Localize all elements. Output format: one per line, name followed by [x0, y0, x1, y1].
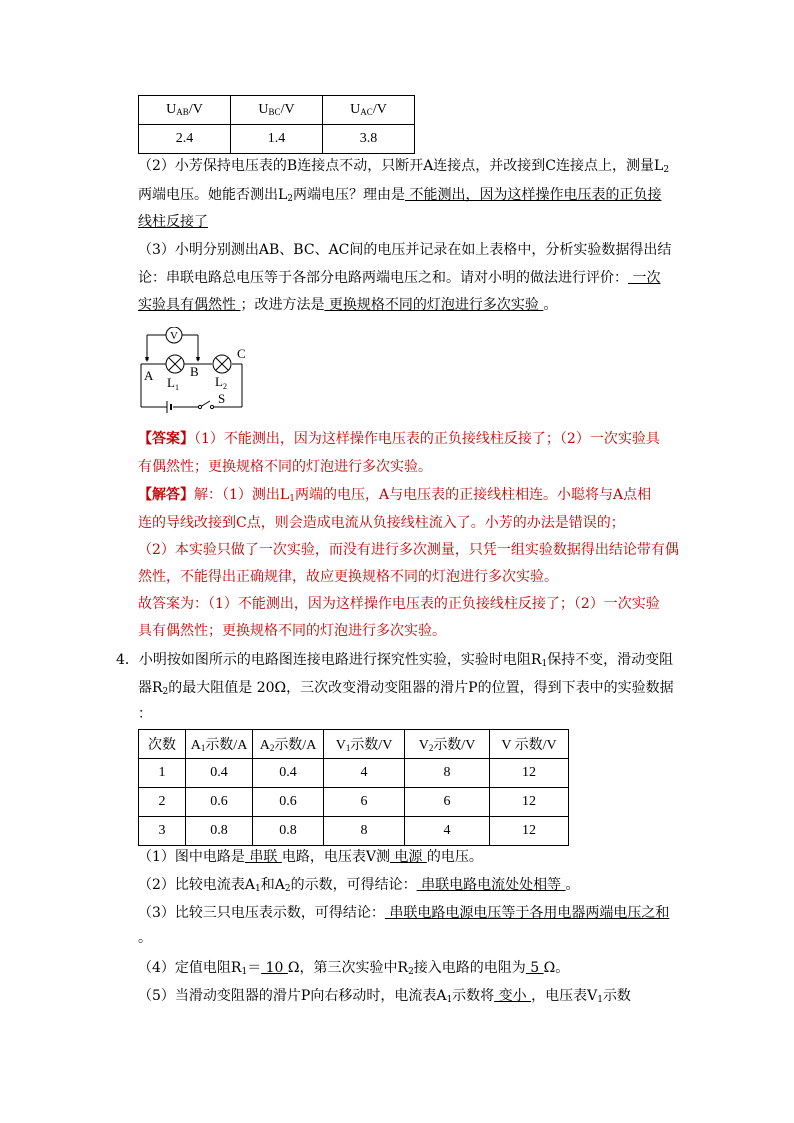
table-cell: 2 — [139, 788, 186, 817]
analysis-line5: 故答案为：（1）不能测出，因为这样操作电压表的正负接线柱反接了；（2）一次实验 — [138, 596, 660, 612]
answer-blank: 5 — [525, 960, 544, 976]
table-cell: 0.4 — [253, 759, 324, 788]
label-a: A — [144, 368, 154, 383]
table-cell: 0.8 — [186, 817, 253, 846]
table-header-row — [139, 96, 415, 125]
table-row — [139, 817, 569, 846]
table-header-row — [139, 730, 569, 759]
table-header-cell: $V_1$示数/V — [324, 730, 405, 759]
answer-blank: 线柱反接了 — [138, 214, 208, 230]
table-cell: 0.4 — [186, 759, 253, 788]
table-cell: 6 — [405, 788, 490, 817]
q4-part3: （3）比较三只电压表示数，可得结论： 串联电路电源电压等于各用电器两端电压之和 — [138, 905, 670, 921]
table-cell: 6 — [324, 788, 405, 817]
table-header-cell: 次数 — [139, 730, 186, 759]
q4-part5: （5）当滑动变阻器的滑片P向右移动时，电流表$A_1$示数将 变小 ，电压表$V_1$示数 — [138, 988, 631, 1005]
answer-blank: 电源 — [389, 849, 427, 865]
table-row — [139, 125, 415, 154]
lamp-l2-icon — [213, 355, 231, 373]
table-cell: 8 — [324, 817, 405, 846]
table-cell: 12 — [490, 759, 569, 788]
table-cell: 2.4 — [139, 125, 231, 154]
data-table — [138, 729, 569, 846]
table-header-cell: $A_2$示数/A — [253, 730, 324, 759]
answer-blank: 串联电路电流处处相等 — [416, 877, 566, 893]
q3-part3-line3: 实验具有偶然性 ；改进方法是 更换规格不同的灯泡进行多次实验 。 — [138, 297, 558, 313]
table-cell: 12 — [490, 817, 569, 846]
voltage-table — [138, 95, 415, 154]
table-cell: 4 — [324, 759, 405, 788]
table-row — [139, 759, 569, 788]
table-cell: 0.8 — [253, 817, 324, 846]
table-cell: 8 — [405, 759, 490, 788]
table-cell: 12 — [490, 788, 569, 817]
analysis-tag: 【解答】 — [138, 487, 194, 503]
answer-blank: 串联 — [244, 849, 282, 865]
answer-blank: 实验具有偶然性 — [138, 297, 241, 313]
label-l1: $L_1$ — [167, 375, 179, 392]
q3-part3-line2: 论：串联电路总电压等于各部分电路两端电压之和。请对小明的做法进行评价： 一次 — [138, 270, 661, 286]
answer-blank: 不能测出，因为这样操作电压表的正负接 — [405, 187, 662, 203]
table-header-cell: $A_1$示数/A — [186, 730, 253, 759]
q3-part3-line1: （3）小明分别测出AB、BC、AC间的电压并记录在如上表格中，分析实验数据得出结 — [138, 242, 672, 258]
table-header-cell: $U_{BC}/V$ — [231, 96, 323, 125]
circuit-diagram — [138, 327, 258, 415]
table-cell: 0.6 — [253, 788, 324, 817]
q3-part2-line1: （2）小芳保持电压表的B连接点不动，只断开A连接点，并改接到C连接点上，测量$L_2$ — [138, 158, 670, 175]
label-l2: $L_2$ — [215, 374, 227, 391]
answer-line1: 【答案】（1）不能测出，因为这样操作电压表的正负接线柱反接了；（2）一次实验具 — [138, 431, 660, 447]
label-s: S — [218, 391, 226, 406]
switch-contact-icon — [210, 405, 213, 408]
table-header-cell: V 示数/V — [490, 730, 569, 759]
voltmeter-icon — [166, 327, 182, 343]
table-header-cell: $U_{AC}/V$ — [323, 96, 415, 125]
table-cell: 4 — [405, 817, 490, 846]
analysis-line3: （2）本实验只做了一次实验，而没有进行多次测量，只凭一组实验数据得出结论带有偶 — [138, 542, 679, 558]
q4-part2: （2）比较电流表$A_1$和$A_2$的示数，可得结论： 串联电路电流处处相等 。 — [138, 877, 580, 894]
answer-blank: 串联电路电源电压等于各用电器两端电压之和 — [384, 905, 670, 921]
q4-part1: （1）图中电路是 串联 电路，电压表V测 电源 的电压。 — [138, 849, 483, 865]
q4-line2: 器$R_2$的最大阻值是 20Ω，三次改变滑动变阻器的滑片P的位置，得到下表中的实验数据 — [138, 680, 674, 697]
table-cell: 3.8 — [323, 125, 415, 154]
q3-part2-line3 — [138, 212, 208, 232]
answer-blank: 变小 — [494, 988, 532, 1004]
answer-blank: 10 — [261, 960, 288, 976]
q4-line1: 4．小明按如图所示的电路图连接电路进行探究性实验，实验时电阻$R_1$保持不变，滑动变阻 — [116, 652, 674, 669]
analysis-line6: 具有偶然性；更换规格不同的灯泡进行多次实验。 — [138, 623, 446, 639]
q4-part3-end: 。 — [138, 930, 152, 946]
table-cell: 1 — [139, 759, 186, 788]
answer-blank: 一次 — [628, 270, 661, 286]
analysis-line1: 【解答】解：（1）测出$L_1$两端的电压，A与电压表的正接线柱相连。小聪将与A点相 — [138, 487, 652, 504]
analysis-line2: 连的导线改接到C点，则会造成电流从负接线柱流入了。小芳的办法是错误的； — [138, 515, 625, 531]
label-c: C — [237, 346, 246, 361]
table-header-cell: $U_{AB}/V$ — [139, 96, 231, 125]
table-cell: 0.6 — [186, 788, 253, 817]
q4-part4: （4）定值电阻$R_1= 10$ Ω，第三次实验中$R_2$接入电路的电阻为 5 Ω。 — [138, 960, 570, 977]
table-row — [139, 788, 569, 817]
svg-text:V: V — [170, 330, 178, 342]
table-cell: 3 — [139, 817, 186, 846]
label-b: B — [190, 364, 199, 379]
answer-line2: 有偶然性；更换规格不同的灯泡进行多次实验。 — [138, 459, 432, 475]
table-header-cell: $V_2$示数/V — [405, 730, 490, 759]
answer-blank: 更换规格不同的灯泡进行多次实验 — [324, 297, 544, 313]
analysis-line4: 然性，不能得出正确规律，故应更换规格不同的灯泡进行多次实验。 — [138, 569, 558, 585]
switch-contact-icon — [198, 405, 201, 408]
q4-line3: ： — [138, 706, 152, 722]
lamp-l1-icon — [166, 355, 184, 373]
q3-part2-line2: 两端电压。她能否测出$L_2$两端电压？理由是 不能测出，因为这样操作电压表的正负接 — [138, 187, 662, 204]
answer-tag: 【答案】 — [138, 431, 194, 447]
table-cell: 1.4 — [231, 125, 323, 154]
